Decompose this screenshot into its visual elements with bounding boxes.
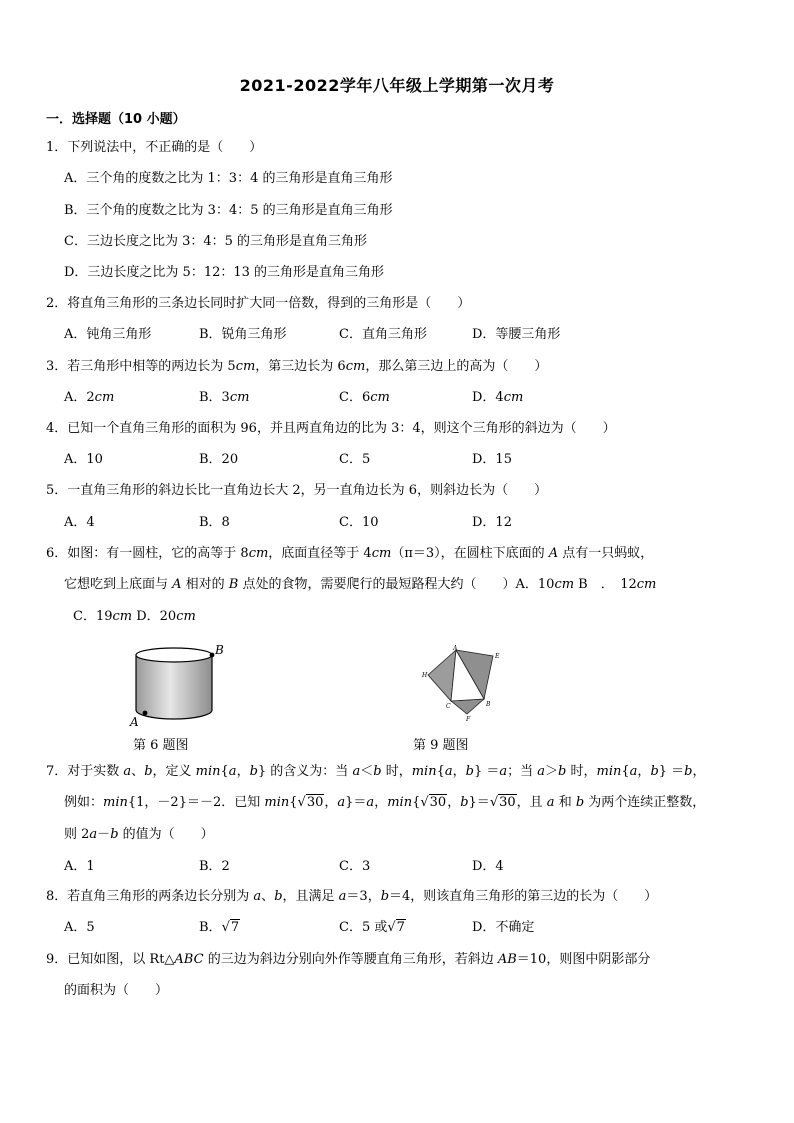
question-2-option-d: D．等腰三角形 bbox=[472, 327, 561, 342]
fig9-label-a: A bbox=[453, 645, 458, 652]
question-7-option-a: A．1 bbox=[64, 859, 95, 874]
question-5-option-d: D．12 bbox=[472, 515, 512, 530]
exam-title: 2021-2022学年八年级上学期第一次月考 bbox=[239, 76, 555, 95]
question-8-stem: 8．若直角三角形的两条边长分别为 a、b，且满足 a＝3，b＝4，则该直角三角形的第三边的长为（ ） bbox=[46, 889, 658, 904]
question-2-stem: 2．将直角三角形的三条边长同时扩大同一倍数，得到的三角形是（ ） bbox=[46, 296, 471, 311]
question-1-option-a: A．三个角的度数之比为 1：3：4 的三角形是直角三角形 bbox=[64, 171, 393, 186]
fig6-label-a: A bbox=[130, 715, 139, 729]
question-3-option-d: D．4cm bbox=[472, 390, 524, 405]
question-4-option-a: A．10 bbox=[64, 452, 103, 467]
question-7-option-b: B．2 bbox=[199, 859, 230, 874]
question-6-line-3: C．19cm D．20cm bbox=[73, 609, 196, 624]
question-7-line-1: 7．对于实数 a、b，定义 min{a，b} 的含义为：当 a＜b 时，min{a，b} ＝a；当 a＞b 时，min{a，b} ＝b， bbox=[46, 764, 706, 779]
question-6-line-1: 6．如图：有一圆柱，它的高等于 8cm，底面直径等于 4cm（π＝3），在圆柱下底面的 A 点有一只蚂蚁， bbox=[46, 546, 654, 561]
question-4-stem: 4．已知一个直角三角形的面积为 96，并且两直角边的比为 3：4，则这个三角形的斜边为（ ） bbox=[46, 421, 616, 436]
question-4-option-b: B．20 bbox=[199, 452, 239, 467]
question-5-option-b: B．8 bbox=[199, 515, 230, 530]
fig9-label-b: B bbox=[486, 701, 491, 708]
question-8-option-a: A．5 bbox=[64, 920, 95, 935]
question-1-stem: 1．下列说法中，不正确的是（ ） bbox=[46, 140, 263, 155]
question-5-option-a: A．4 bbox=[64, 515, 95, 530]
point-a-dot bbox=[143, 711, 148, 716]
question-7-option-c: C．3 bbox=[339, 859, 371, 874]
question-1-option-d: D．三边长度之比为 5：12：13 的三角形是直角三角形 bbox=[64, 265, 385, 280]
question-9-line-1: 9．已知如图，以 Rt△ABC 的三边为斜边分别向外作等腰直角三角形，若斜边 AB＝10，则图中阴影部分 bbox=[46, 952, 651, 967]
question-7-line-2: 例如：min{1，－2}＝－2．已知 min{√30，a}＝a，min{√30，b}＝√30，且 a 和 b 为两个连续正整数， bbox=[64, 795, 706, 810]
fig9-label-e: E bbox=[495, 653, 500, 660]
shaded-triangle-bcf bbox=[451, 699, 484, 714]
section-heading: 一．选择题（10 小题） bbox=[46, 112, 186, 127]
figure-6-cylinder bbox=[126, 640, 226, 730]
question-6-line-2: 它想吃到上底面与 A 相对的 B 点处的食物，需要爬行的最短路程大约（ ）A．10cm B ． 12cm bbox=[64, 577, 657, 592]
question-2-option-a: A．钝角三角形 bbox=[64, 327, 152, 342]
fig9-label-c: C bbox=[446, 703, 451, 710]
cylinder-top bbox=[136, 648, 212, 662]
question-3-option-c: C．6cm bbox=[339, 390, 390, 405]
question-7-line-3: 则 2a－b 的值为（ ） bbox=[64, 827, 214, 842]
question-5-option-c: C．10 bbox=[339, 515, 379, 530]
fig9-label-h: H bbox=[422, 672, 428, 679]
figure-6-caption: 第 6 题图 bbox=[133, 738, 189, 753]
figure-9-caption: 第 9 题图 bbox=[413, 738, 469, 753]
point-b-dot bbox=[210, 653, 215, 658]
question-1-option-c: C．三边长度之比为 3：4：5 的三角形是直角三角形 bbox=[64, 234, 368, 249]
sqrt-30: √30 bbox=[297, 795, 324, 810]
question-2-option-b: B．锐角三角形 bbox=[199, 327, 287, 342]
fig6-label-b: B bbox=[215, 643, 224, 657]
question-3-option-a: A．2cm bbox=[64, 390, 115, 405]
figure-9-diagram bbox=[420, 644, 510, 724]
question-4-option-d: D．15 bbox=[472, 452, 512, 467]
fig9-label-f: F bbox=[466, 716, 471, 723]
question-8-option-b: B．√7 bbox=[199, 920, 240, 935]
question-3-stem: 3．若三角形中相等的两边长为 5cm，第三边长为 6cm，那么第三边上的高为（ ） bbox=[46, 359, 548, 374]
question-7-option-d: D．4 bbox=[472, 859, 504, 874]
question-8-option-c: C．5 或√7 bbox=[339, 920, 405, 935]
question-9-line-2: 的面积为（ ） bbox=[64, 983, 169, 998]
question-5-stem: 5．一直角三角形的斜边长比一直角边长大 2，另一直角边长为 6，则斜边长为（ ） bbox=[46, 483, 548, 498]
question-2-option-c: C．直角三角形 bbox=[339, 327, 427, 342]
question-4-option-c: C．5 bbox=[339, 452, 371, 467]
question-8-option-d: D．不确定 bbox=[472, 920, 535, 935]
question-3-option-b: B．3cm bbox=[199, 390, 250, 405]
cylinder-body bbox=[136, 655, 212, 719]
question-1-option-b: B．三个角的度数之比为 3：4：5 的三角形是直角三角形 bbox=[64, 203, 393, 218]
